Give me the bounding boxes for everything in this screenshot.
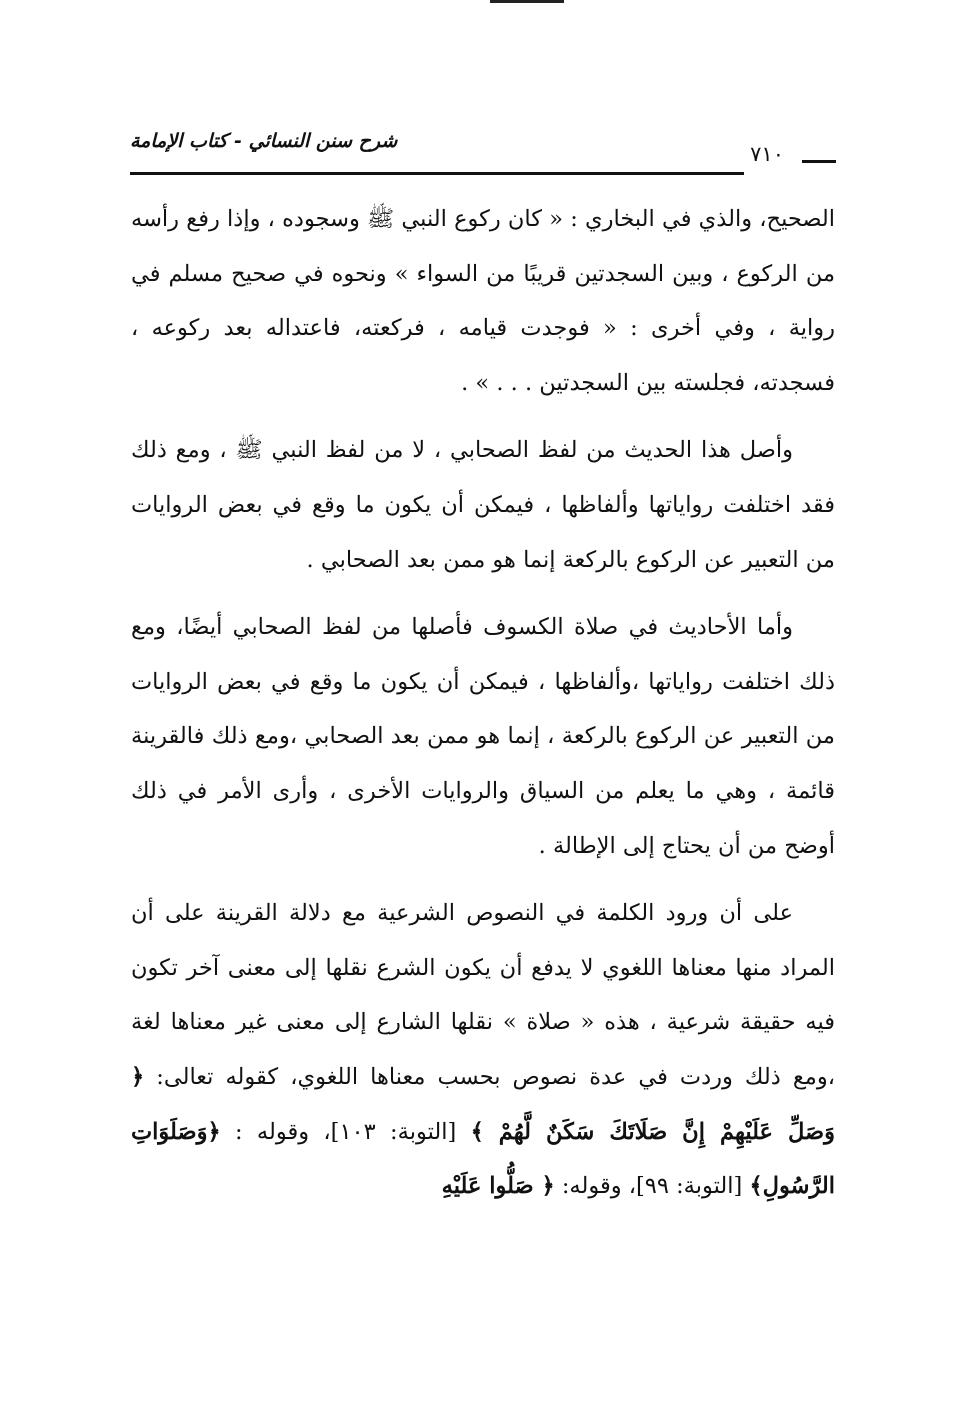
paragraph-1: الصحيح، والذي في البخاري : « كان ركوع النبي ﷺ وسجوده ، وإذا رفع رأسه من الركوع ، وبين السجدتين قريبًا من السواء » ونحوه في صحيح مسلم في رواية ، وفي أخرى : « فوجدت قيامه ، فركعته، فاعتداله بعد ركوعه ، فسجدته، فجلسته بين السجدتين . . . » . <box>131 206 835 396</box>
paragraph-4 <box>131 886 835 1214</box>
header-rule <box>130 172 744 175</box>
quran-verse-3: ﴿ صَلُّوا عَلَيْهِ <box>441 1173 555 1200</box>
top-crop-mark <box>490 0 564 3</box>
page-header <box>130 126 836 180</box>
citation-1: [التوبة: ١٠٣]، وقوله : <box>220 1118 471 1145</box>
paragraph-2: وأصل هذا الحديث من لفظ الصحابي ، لا من لفظ النبي ﷺ ، ومع ذلك فقد اختلفت رواياتها وألفاظها ، فيمكن أن يكون ما وقع في بعض الروايات من التعبير عن الركوع بالركعة إنما هو ممن بعد الصحابي . <box>131 437 835 573</box>
running-title: شرح سنن النسائي - كتاب الإمامة <box>130 130 398 152</box>
quran-verse-2: ﴿وَصَلَوَاتِ الرَّسُولِ﴾ <box>131 1118 835 1200</box>
body-text <box>131 192 835 1214</box>
page-number: ٧١٠ <box>750 142 784 166</box>
paragraph-4-text: على أن ورود الكلمة في النصوص الشرعية مع دلالة القرينة على أن المراد منها معناها اللغوي لا يدفع أن يكون الشرع نقلها إلى معنى آخر تكون فيه حقيقة شرعية ، هذه « صلاة » نقلها الشارع إلى معنى غير معناها لغة ،ومع ذلك وردت في عدة نصوص بحسب معناها اللغوي، كقوله تعالى: <box>131 900 835 1090</box>
page-number-dash <box>802 160 836 163</box>
paragraph-3: وأما الأحاديث في صلاة الكسوف فأصلها من لفظ الصحابي أيضًا، ومع ذلك اختلفت رواياتها ،وألفاظها ، فيمكن أن يكون ما وقع في بعض الروايات من التعبير عن الركوع بالركعة ، إنما هو ممن بعد الصحابي ،ومع ذلك فالقرينة قائمة ، وهي ما يعلم من السياق والروايات الأخرى ، وأرى الأمر في ذلك أوضح من أن يحتاج إلى الإطالة . <box>131 614 835 859</box>
citation-2: [التوبة: ٩٩]، وقوله: <box>554 1173 750 1200</box>
quran-verse-1: ﴿ وَصَلِّ عَلَيْهِمْ إِنَّ صَلَاتَكَ سَكَنٌ لَّهُمْ ﴾ <box>131 1063 835 1145</box>
